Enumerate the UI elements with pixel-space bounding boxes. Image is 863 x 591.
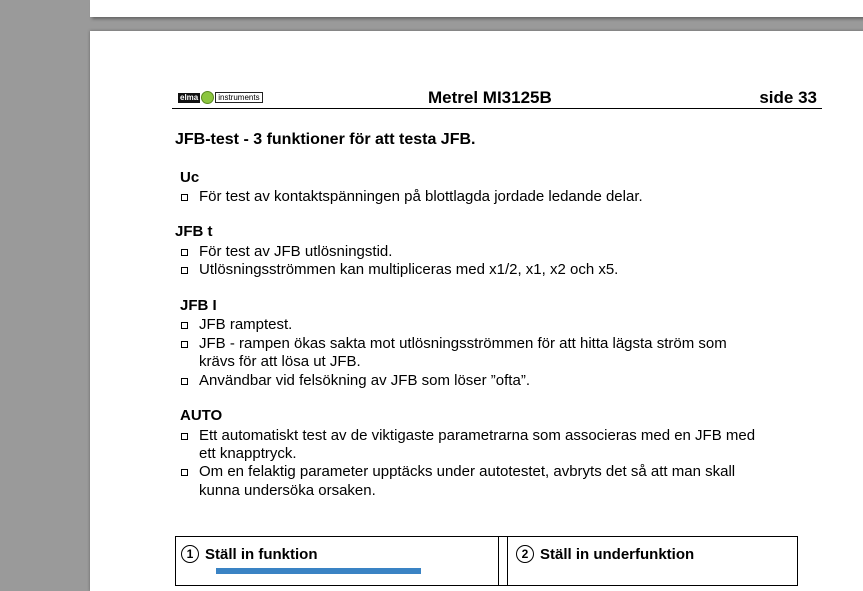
bullet-square-icon: [181, 322, 188, 329]
section-title-jfb-i: JFB I: [180, 297, 217, 314]
step-number-1: 1: [181, 545, 199, 563]
previous-page: [90, 0, 863, 17]
elma-logo: [178, 91, 263, 104]
step-1-label: 1 Ställ in funktion: [181, 545, 318, 563]
bullet-square-icon: [181, 433, 188, 440]
step-number-2: 2: [516, 545, 534, 563]
device-image-strip: [216, 568, 421, 574]
section-title-jfb-t: JFB t: [175, 223, 213, 240]
bullet-square-icon: [181, 267, 188, 274]
bullet-square-icon: [181, 469, 188, 476]
step-2-label: 2 Ställ in underfunktion: [516, 545, 694, 563]
table-divider: [498, 537, 508, 585]
bullet-square-icon: [181, 194, 188, 201]
bullet-square-icon: [181, 341, 188, 348]
header-rule: [172, 108, 822, 109]
bullet-square-icon: [181, 378, 188, 385]
document-title: Metrel MI3125B: [428, 88, 552, 107]
section-title-auto: AUTO: [180, 407, 223, 424]
logo-brand: elma: [180, 92, 199, 102]
section-title-uc: Uc: [180, 169, 200, 186]
logo-tail: instruments: [215, 92, 262, 103]
section-heading: JFB-test - 3 funktioner för att testa JFB.: [175, 131, 476, 148]
bullet-square-icon: [181, 249, 188, 256]
page-number: side 33: [759, 88, 817, 107]
leaf-icon: [201, 91, 214, 104]
steps-table: [175, 536, 798, 586]
